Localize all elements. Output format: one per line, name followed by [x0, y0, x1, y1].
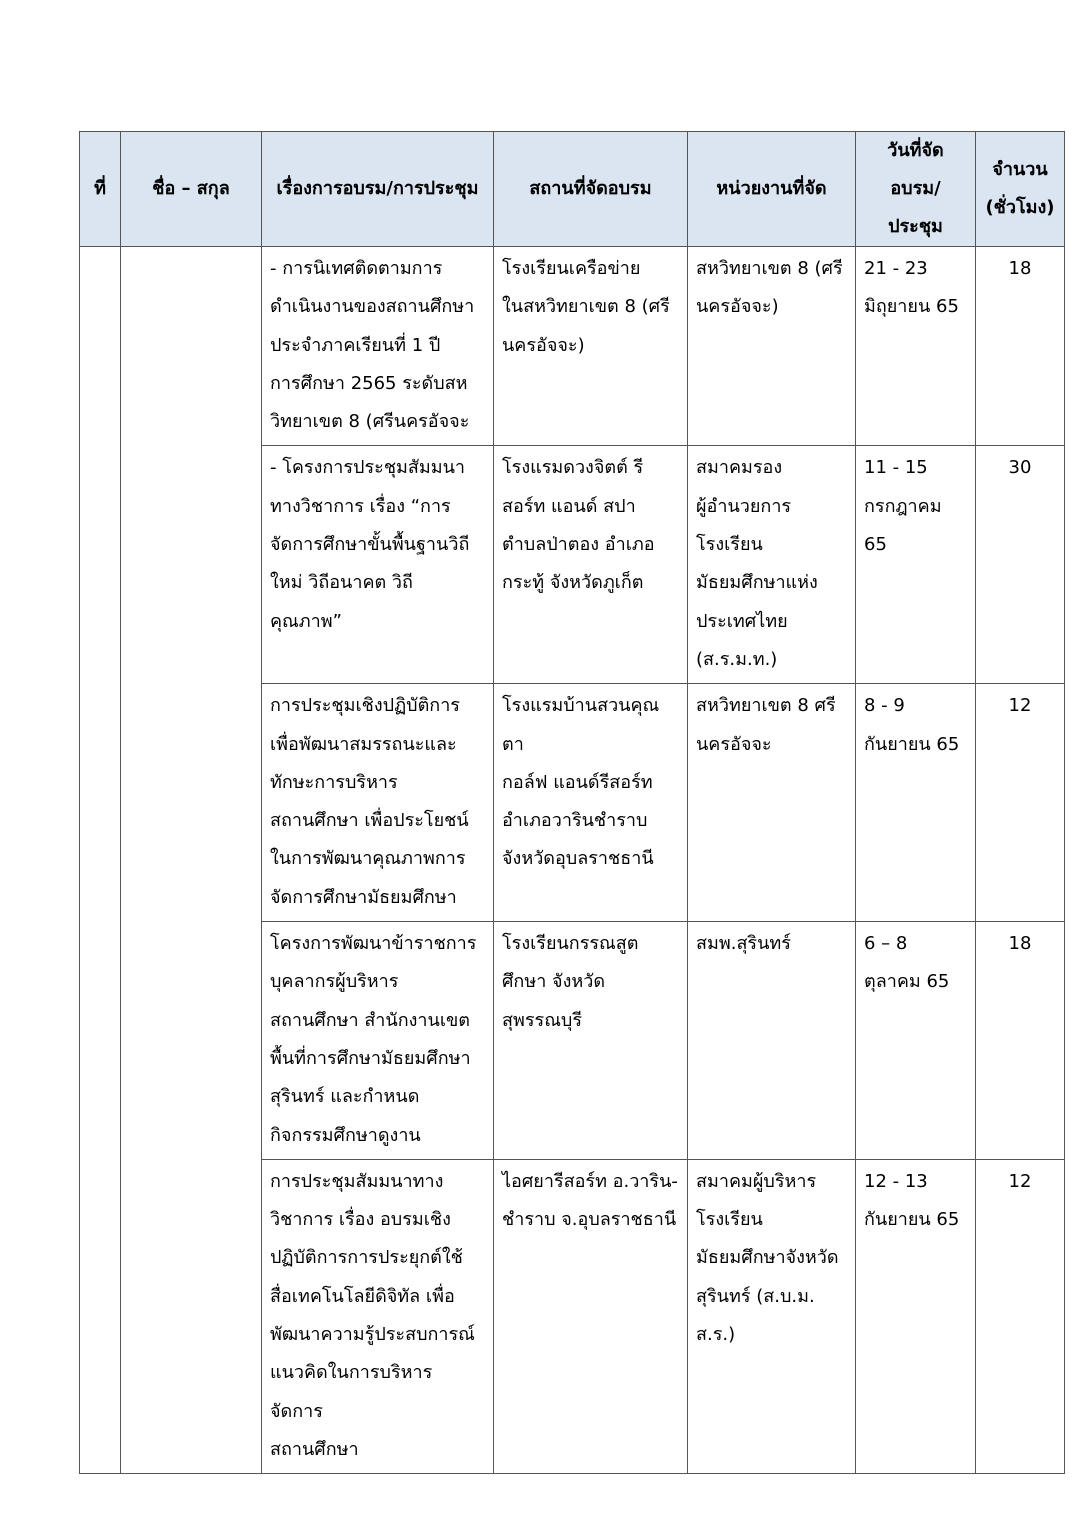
- cell-hours: 30: [976, 446, 1065, 684]
- header-row: [80, 132, 1065, 247]
- header-hours: จำนวน (ชั่วโมง): [976, 132, 1065, 247]
- cell-venue: โรงแรมบ้านสวนคุณตา กอล์ฟ แอนด์รีสอร์ท อำเภอวารินชำราบ จังหวัดอุบลราชธานี: [494, 684, 688, 922]
- cell-topic: - โครงการประชุมสัมมนา ทางวิชาการ เรื่อง “การ จัดการศึกษาขั้นพื้นฐานวิถี ใหม่ วิถีอนาคต วิถี คุณภาพ”: [262, 446, 494, 684]
- header-venue: สถานที่จัดอบรม: [494, 132, 688, 247]
- cell-hours: 12: [976, 1159, 1065, 1473]
- cell-organizer: สมาคมผู้บริหาร โรงเรียน มัธยมศึกษาจังหวัด สุรินทร์ (ส.บ.ม. ส.ร.): [688, 1159, 856, 1473]
- cell-topic: โครงการพัฒนาข้าราชการ บุคลากรผู้บริหาร สถานศึกษา สำนักงานเขต พื้นที่การศึกษามัธยมศึกษา สุรินทร์ และกำหนด กิจกรรมศึกษาดูงาน: [262, 922, 494, 1160]
- cell-date: 11 - 15 กรกฎาคม 65: [856, 446, 976, 684]
- cell-topic: การประชุมเชิงปฏิบัติการ เพื่อพัฒนาสมรรถนะและ ทักษะการบริหาร สถานศึกษา เพื่อประโยชน์ ในการพัฒนาคุณภาพการ จัดการศึกษามัธยมศึกษา: [262, 684, 494, 922]
- cell-hours: 18: [976, 922, 1065, 1160]
- header-date: วันที่จัด อบรม/ ประชุม: [856, 132, 976, 247]
- table-body: [80, 247, 1065, 1474]
- cell-topic: การประชุมสัมมนาทาง วิชาการ เรื่อง อบรมเชิง ปฏิบัติการการประยุกต์ใช้ สื่อเทคโนโลยีดิจิทัล เพื่อ พัฒนาความรู้ประสบการณ์ แนวคิดในการบริหารจัดการ สถานศึกษา: [262, 1159, 494, 1473]
- header-no: ที่: [80, 132, 121, 247]
- cell-no: [80, 247, 121, 1474]
- training-table: [79, 131, 1065, 1474]
- cell-organizer: สมพ.สุรินทร์: [688, 922, 856, 1160]
- cell-name: [121, 247, 262, 1474]
- cell-hours: 12: [976, 684, 1065, 922]
- cell-organizer: สหวิทยาเขต 8 (ศรี นครอัจจะ): [688, 247, 856, 446]
- cell-organizer: สหวิทยาเขต 8 ศรี นครอัจจะ: [688, 684, 856, 922]
- cell-topic: - การนิเทศติดตามการ ดำเนินงานของสถานศึกษา ประจำภาคเรียนที่ 1 ปี การศึกษา 2565 ระดับสห วิทยาเขต 8 (ศรีนครอัจจะ: [262, 247, 494, 446]
- cell-organizer: สมาคมรอง ผู้อำนวยการ โรงเรียน มัธยมศึกษาแห่ง ประเทศไทย (ส.ร.ม.ท.): [688, 446, 856, 684]
- cell-hours: 18: [976, 247, 1065, 446]
- cell-date: 8 - 9 กันยายน 65: [856, 684, 976, 922]
- cell-venue: ไอศยารีสอร์ท อ.วาริน- ชำราบ จ.อุบลราชธานี: [494, 1159, 688, 1473]
- header-topic: เรื่องการอบรม/การประชุม: [262, 132, 494, 247]
- table-header: [80, 132, 1065, 247]
- header-name: ชื่อ – สกุล: [121, 132, 262, 247]
- cell-venue: โรงเรียนเครือข่าย ในสหวิทยาเขต 8 (ศรี นครอัจจะ): [494, 247, 688, 446]
- cell-date: 12 - 13 กันยายน 65: [856, 1159, 976, 1473]
- cell-date: 21 - 23 มิถุยายน 65: [856, 247, 976, 446]
- table-row: [80, 247, 1065, 446]
- cell-venue: โรงแรมดวงจิตต์ รี สอร์ท แอนด์ สปา ตำบลป่าตอง อำเภอ กระทู้ จังหวัดภูเก็ต: [494, 446, 688, 684]
- cell-venue: โรงเรียนกรรณสูต ศึกษา จังหวัด สุพรรณบุรี: [494, 922, 688, 1160]
- header-organizer: หน่วยงานที่จัด: [688, 132, 856, 247]
- cell-date: 6 – 8 ตุลาคม 65: [856, 922, 976, 1160]
